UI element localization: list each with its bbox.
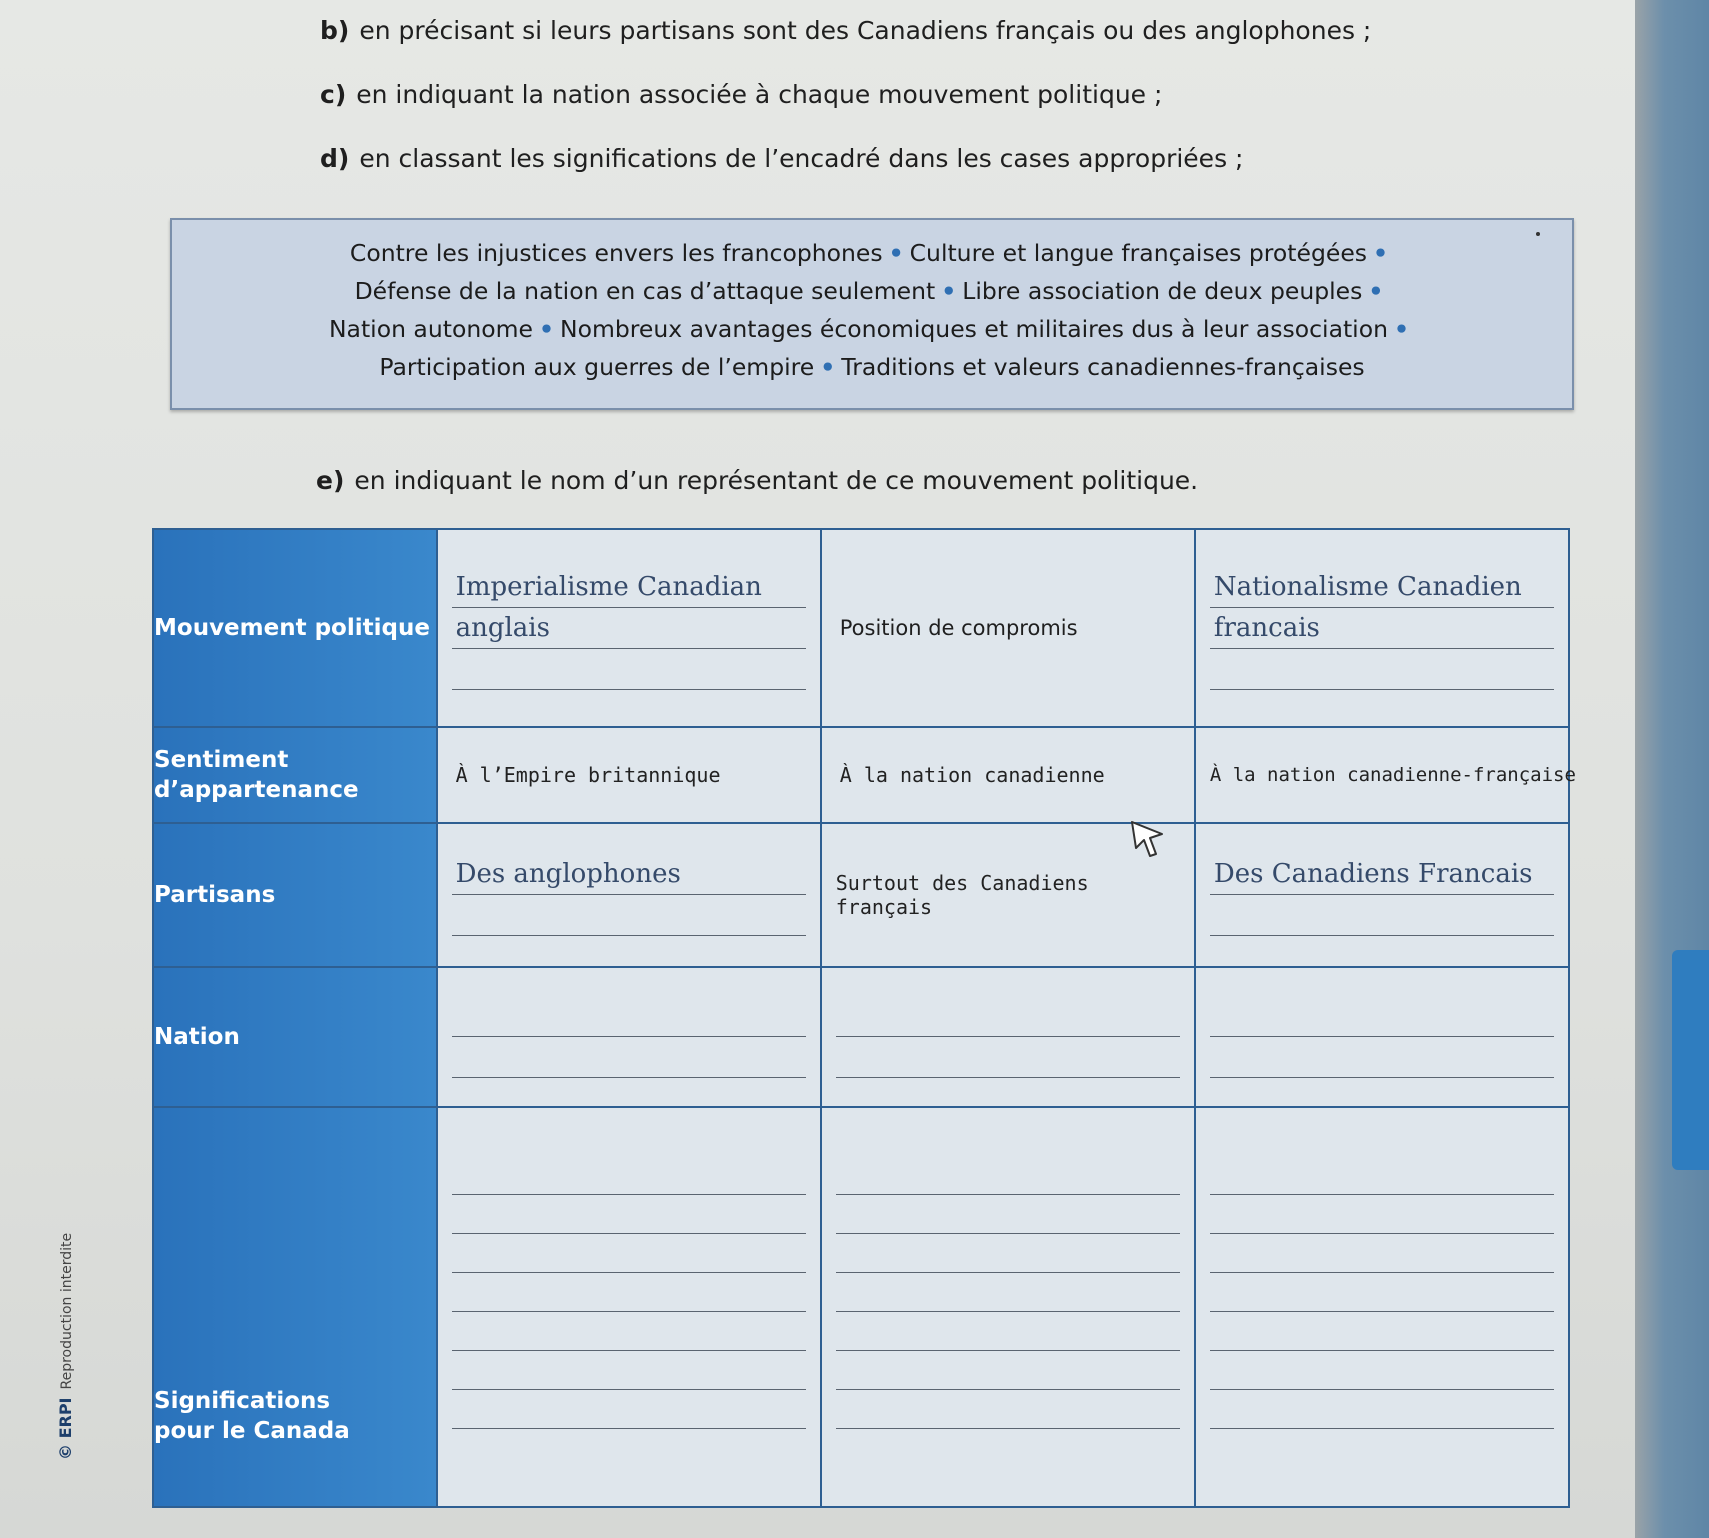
- answer-line[interactable]: [452, 1390, 806, 1429]
- cell-significations-col2[interactable]: [821, 1107, 1195, 1507]
- instruction-letter: d): [320, 144, 350, 173]
- answer-line[interactable]: [1210, 895, 1554, 936]
- political-movements-table: [152, 528, 1576, 1508]
- answer-line[interactable]: [452, 567, 806, 608]
- row-significations: [153, 1107, 1569, 1507]
- row-header-label: Mouvement politique: [154, 615, 430, 641]
- row-header-nation: [153, 967, 437, 1107]
- row-header-label: Significations: [154, 1388, 331, 1414]
- word-bank-item: Défense de la nation en cas d’attaque seulement: [354, 277, 936, 305]
- cell-significations-col3[interactable]: [1195, 1107, 1569, 1507]
- handwritten-answer: francais: [1213, 612, 1320, 643]
- copyright-text: Reproduction interdite: [59, 1232, 75, 1390]
- instruction-b: [320, 14, 1620, 48]
- handwritten-answer: Des anglophones: [455, 859, 681, 889]
- answer-line[interactable]: [1210, 649, 1554, 690]
- mouse-pointer-icon: [1128, 818, 1168, 862]
- printed-label: Position de compromis: [839, 616, 1078, 640]
- bullet-separator: •: [1368, 277, 1384, 305]
- instruction-letter: c): [320, 80, 347, 109]
- answer-line[interactable]: [1210, 1273, 1554, 1312]
- word-bank-box: [170, 218, 1574, 410]
- cell-sentiment-col1: [437, 727, 821, 823]
- cell-mouvement-col3[interactable]: [1195, 529, 1569, 727]
- answer-line[interactable]: [452, 895, 806, 936]
- bullet-separator: •: [1393, 315, 1410, 343]
- answer-line[interactable]: [452, 1273, 806, 1312]
- instruction-text: en précisant si leurs partisans sont des Canadiens français ou des anglophones ;: [359, 16, 1372, 45]
- page-edge-shadow: [1635, 0, 1709, 1538]
- bullet-separator: •: [538, 315, 554, 343]
- word-bank-item: Participation aux guerres de l’empire: [379, 353, 815, 381]
- printed-answer: À la nation canadienne-française: [1209, 764, 1576, 786]
- answer-line[interactable]: [1210, 1234, 1554, 1273]
- answer-line[interactable]: [452, 1037, 806, 1078]
- row-header-label: d’appartenance: [154, 777, 359, 803]
- row-header-label: pour le Canada: [154, 1418, 350, 1444]
- row-nation: [153, 967, 1569, 1107]
- row-partisans: [153, 823, 1569, 967]
- row-header-label: Nation: [154, 1024, 240, 1050]
- answer-line[interactable]: [836, 1273, 1180, 1312]
- word-bank-item: Libre association de deux peuples: [962, 277, 1363, 305]
- cell-mouvement-col1[interactable]: [437, 529, 821, 727]
- answer-line[interactable]: [1210, 854, 1554, 895]
- cell-mouvement-col2: [821, 529, 1195, 727]
- word-bank-item: Nation autonome: [328, 315, 533, 343]
- row-header-partisans: [153, 823, 437, 967]
- word-bank-line-4: [172, 348, 1572, 386]
- answer-line[interactable]: [1210, 1312, 1554, 1351]
- printed-answer: Surtout des Canadiens français: [835, 871, 1089, 919]
- handwritten-answer: Des Canadiens Francais: [1213, 859, 1533, 889]
- answer-line[interactable]: [1210, 1156, 1554, 1195]
- word-bank-item: Nombreux avantages économiques et militaires dus à leur association: [559, 315, 1388, 343]
- answer-line[interactable]: [1210, 996, 1554, 1037]
- bullet-separator: •: [941, 277, 957, 305]
- answer-line[interactable]: [452, 608, 806, 649]
- word-bank-item: Contre les injustices envers les francophones: [349, 239, 883, 267]
- answer-line[interactable]: [836, 1351, 1180, 1390]
- answer-line[interactable]: [1210, 608, 1554, 649]
- bullet-separator: •: [1373, 239, 1389, 267]
- cell-partisans-col1[interactable]: [437, 823, 821, 967]
- word-bank-item: Traditions et valeurs canadiennes-françaises: [841, 353, 1365, 381]
- copyright-notice: [56, 1233, 75, 1460]
- answer-line[interactable]: [452, 1351, 806, 1390]
- cell-partisans-col3[interactable]: [1195, 823, 1569, 967]
- handwritten-answer: Imperialisme Canadian: [455, 571, 762, 602]
- answer-line[interactable]: [836, 1037, 1180, 1078]
- instruction-c: [320, 78, 1620, 112]
- answer-line[interactable]: [452, 1195, 806, 1234]
- side-tab: [1672, 950, 1709, 1170]
- instruction-d: [320, 142, 1620, 176]
- handwritten-answer: Nationalisme Canadien: [1213, 571, 1522, 602]
- stray-dot: [1536, 232, 1540, 236]
- publisher-logo: © ERPI: [56, 1397, 75, 1460]
- instruction-text: en classant les significations de l’encadré dans les cases appropriées ;: [359, 144, 1244, 173]
- bullet-separator: •: [820, 353, 836, 381]
- row-sentiment: [153, 727, 1569, 823]
- answer-line[interactable]: [1210, 1195, 1554, 1234]
- row-header-mouvement: [153, 529, 437, 727]
- answer-line[interactable]: [1210, 1351, 1554, 1390]
- instruction-e: [316, 466, 1198, 495]
- answer-line[interactable]: [836, 1156, 1180, 1195]
- handwritten-answer: anglais: [455, 612, 550, 643]
- answer-line[interactable]: [452, 649, 806, 690]
- cell-sentiment-col2: [821, 727, 1195, 823]
- bullet-separator: •: [888, 239, 904, 267]
- answer-line[interactable]: [1210, 1390, 1554, 1429]
- answer-line[interactable]: [836, 996, 1180, 1037]
- instruction-letter: e): [316, 466, 345, 495]
- instruction-letter: b): [320, 16, 350, 45]
- instructions: [320, 14, 1620, 206]
- answer-line[interactable]: [1210, 1037, 1554, 1078]
- cell-nation-col1[interactable]: [437, 967, 821, 1107]
- cell-nation-col3[interactable]: [1195, 967, 1569, 1107]
- printed-answer: À l’Empire britannique: [455, 763, 721, 787]
- answer-line[interactable]: [836, 1390, 1180, 1429]
- word-bank-item: Culture et langue françaises protégées: [909, 239, 1368, 267]
- row-header-sentiment: [153, 727, 437, 823]
- word-bank-line-3: [172, 310, 1572, 348]
- row-header-label: Sentiment: [154, 747, 289, 773]
- cell-significations-col1[interactable]: [437, 1107, 821, 1507]
- instruction-text: en indiquant la nation associée à chaque mouvement politique ;: [356, 80, 1163, 109]
- word-bank-line-1: [172, 234, 1572, 272]
- answer-line[interactable]: [452, 1312, 806, 1351]
- row-header-significations: [153, 1107, 437, 1507]
- instruction-text: en indiquant le nom d’un représentant de ce mouvement politique.: [354, 466, 1199, 495]
- row-header-label: Partisans: [154, 882, 276, 908]
- answer-line[interactable]: [452, 996, 806, 1037]
- answer-line[interactable]: [836, 1195, 1180, 1234]
- cell-nation-col2[interactable]: [821, 967, 1195, 1107]
- row-mouvement: [153, 529, 1569, 727]
- answer-line[interactable]: [1210, 567, 1554, 608]
- answer-line[interactable]: [452, 1156, 806, 1195]
- printed-answer: À la nation canadienne: [839, 763, 1105, 787]
- answer-line[interactable]: [452, 1234, 806, 1273]
- answer-line[interactable]: [836, 1234, 1180, 1273]
- cell-sentiment-col3: [1195, 727, 1576, 823]
- answer-line[interactable]: [452, 854, 806, 895]
- answer-line[interactable]: [836, 1312, 1180, 1351]
- word-bank-line-2: [172, 272, 1572, 310]
